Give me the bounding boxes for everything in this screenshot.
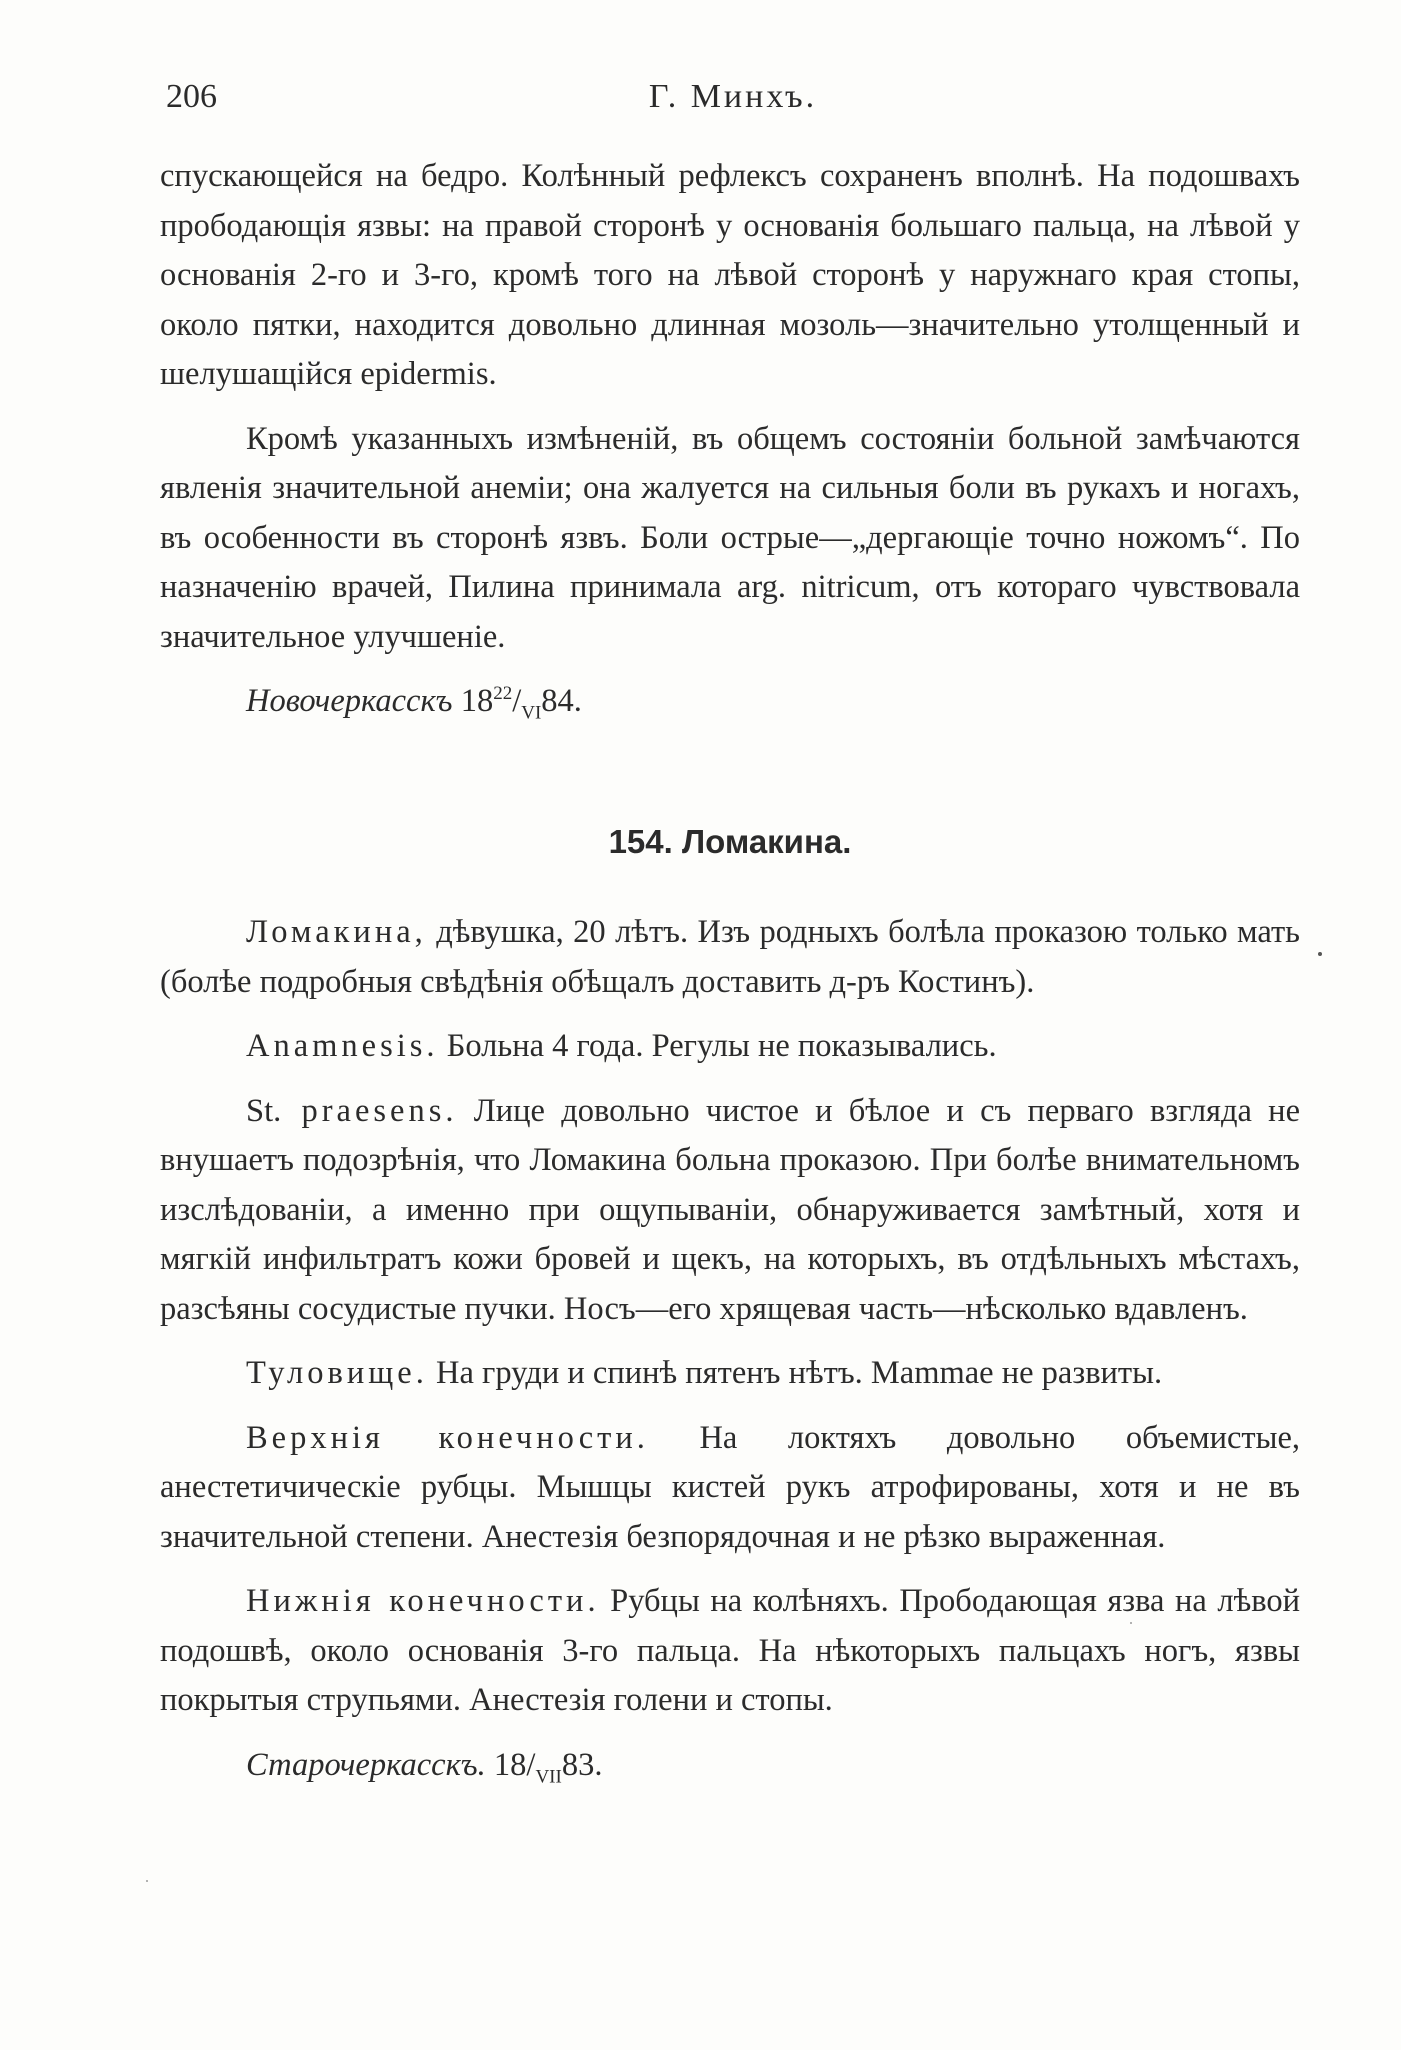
running-title: Г. Минхъ. [648,78,818,115]
paragraph-symptoms: Кромѣ указанныхъ измѣненій, въ общемъ состояніи больной замѣчаются явленія значительной анеміи; она жалуется на сильныя боли въ рукахъ и ногахъ, въ особенности въ сторонѣ язвъ. Боли острые—„дергающіе точно ножомъ“. По назначенію врачей, Пилина принимала arg. nitricum, отъ котораго чувствовала значительное улучшеніе. [160,420,1300,655]
anamnesis-label: Anamnesis. [246,1028,439,1064]
margin-mark [1318,952,1322,956]
paragraph-upper-limbs [160,1414,1300,1563]
paper-speck [1130,1622,1132,1624]
dateline-month: VI [521,702,542,724]
paragraph-anamnesis [160,1022,1300,1072]
page-header [166,78,1300,128]
paragraph-intro [160,908,1300,1007]
paragraph-lower-limbs [160,1577,1300,1726]
upper-limbs-text: На локтяхъ довольно объемистые, анестетичическіе рубцы. Мышцы кистей рукъ атрофированы, хотя и не въ значительной степени. Анестезія безпорядочная и не рѣзко выраженная. [160,1419,1300,1555]
dateline-day: 18 [460,683,494,719]
dateline-day: 18/ [493,1746,536,1783]
page-number: 206 [166,78,217,115]
dateline-case [160,1741,1300,1791]
status-prefix: St. [246,1092,282,1129]
paragraph-torso [160,1349,1300,1399]
dateline-sup: 22 [493,683,513,705]
page-body [160,152,1300,1790]
status-label: praesens. [281,1092,458,1129]
lower-limbs-label: Нижнія конечности. [246,1583,600,1619]
paragraph-status [160,1087,1300,1335]
dateline-prev: Новочеркасскъ $18^{22}/_{VI}84$. [246,683,582,724]
torso-text: На груди и спинѣ пятенъ нѣтъ. Mammae не развиты. [427,1355,1163,1391]
upper-limbs-label: Верхнія конечности. [246,1419,649,1456]
anamnesis-text: Больна 4 года. Регулы не показывались. [438,1028,997,1064]
patient-name: Ломакина, [246,914,427,950]
dateline-place: Новочеркасскъ [246,683,453,719]
dateline-place: Старочеркасскъ. [246,1746,486,1783]
dateline-year: 83. [561,1746,603,1783]
intro-text: дѣвушка, 20 лѣтъ. Изъ родныхъ болѣла проказою только мать (болѣе подробныя свѣдѣнія обѣщалъ доставить д-ръ Костинъ). [160,914,1300,1000]
case-heading: 154. Ломакина. [608,822,852,860]
status-text: Лице довольно чистое и бѣлое и съ перваго взгляда не внушаетъ подозрѣнія, что Ломакина больна проказою. При болѣе внимательномъ изслѣдованіи, а именно при ощупываніи, обнаруживается замѣтный, хотя и мягкій инфильтратъ кожи бровей и щекъ, на которыхъ, въ отдѣльныхъ мѣстахъ, разсѣяны сосудистые пучки. Носъ—его хрящевая часть—нѣсколько вдавленъ. [160,1092,1300,1327]
paragraph-continued: спускающейся на бедро. Колѣнный рефлексъ сохраненъ вполнѣ. На подошвахъ прободающія язвы: на правой сторонѣ у основанія большаго пальца, на лѣвой у основанія 2-го и 3-го, кромѣ того на лѣвой сторонѣ у наружнаго края стопы, около пятки, находится довольно длинная мозоль—значительно утолщенный и шелушащійся epidermis. [160,158,1300,392]
paper-speck [146,1880,148,1882]
lower-limbs-text: Рубцы на колѣняхъ. Прободающая язва на лѣвой подошвѣ, около основанія 3-го пальца. На нѣкоторыхъ пальцахъ ногъ, язвы покрытыя струпьями. Анестезія голени и стопы. [160,1583,1301,1718]
dateline-year: 84. [541,683,582,719]
torso-label: Туловище. [246,1355,428,1391]
dateline-month: VII [535,1766,562,1787]
